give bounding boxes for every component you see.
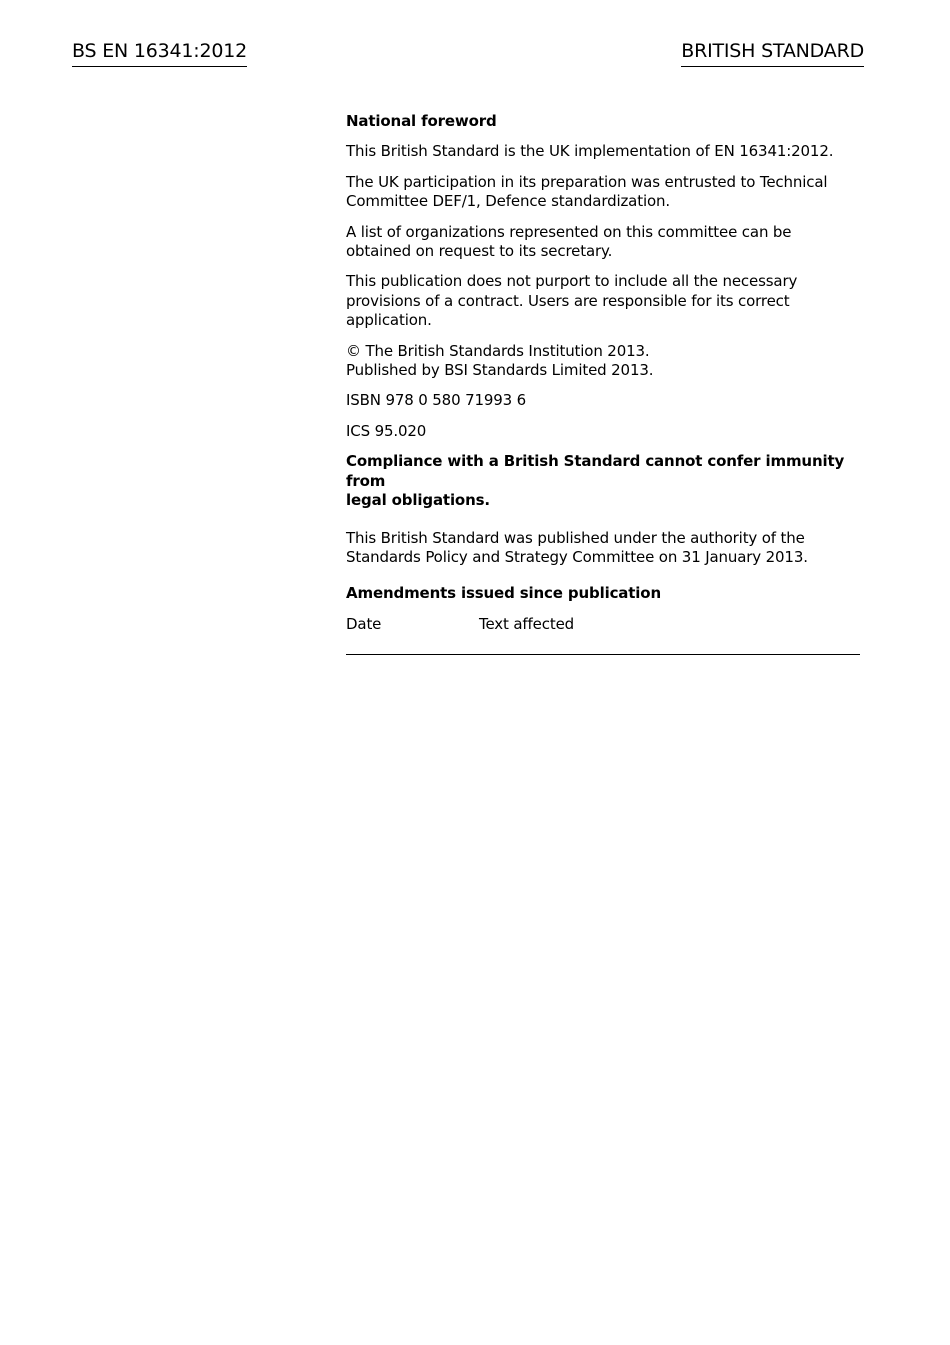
ics-text: ICS 95.020 — [346, 421, 427, 440]
organizations-line-2: obtained on request to its secretary. — [346, 242, 613, 261]
disclaimer-line-3: application. — [346, 311, 432, 330]
document-type-label: BRITISH STANDARD — [681, 38, 864, 67]
amendments-text-header: Text affected — [479, 614, 575, 633]
organizations-line-1: A list of organizations represented on this committee can be — [346, 222, 792, 241]
amendments-title: Amendments issued since publication — [346, 584, 661, 603]
participation-line-1: The UK participation in its preparation was entrusted to Technical — [346, 172, 828, 191]
authority-line-1: This British Standard was published under the authority of the — [346, 528, 805, 547]
amendments-table — [346, 615, 860, 655]
implementation-paragraph: This British Standard is the UK implementation of EN 16341:2012. — [346, 142, 834, 161]
participation-line-2: Committee DEF/1, Defence standardization. — [346, 192, 670, 211]
copyright-line-2: Published by BSI Standards Limited 2013. — [346, 361, 654, 380]
copyright-paragraph — [346, 342, 861, 381]
authority-line-2: Standards Policy and Strategy Committee on 31 January 2013. — [346, 547, 808, 566]
document-code: BS EN 16341:2012 — [72, 38, 247, 67]
compliance-line-2: legal obligations. — [346, 491, 490, 510]
copyright-line-1: © The British Standards Institution 2013. — [346, 341, 650, 360]
organizations-paragraph — [346, 223, 861, 262]
compliance-notice — [346, 452, 861, 510]
section-title: National foreword — [346, 112, 497, 130]
disclaimer-line-2: provisions of a contract. Users are responsible for its correct — [346, 291, 790, 310]
authority-paragraph — [346, 529, 861, 568]
compliance-line-1: Compliance with a British Standard cannot confer immunity from — [346, 452, 845, 490]
amendments-date-header: Date — [346, 614, 382, 633]
disclaimer-paragraph — [346, 272, 861, 330]
disclaimer-line-1: This publication does not purport to include all the necessary — [346, 272, 798, 291]
participation-paragraph — [346, 173, 861, 212]
national-foreword-section — [346, 112, 861, 655]
isbn-text: ISBN 978 0 580 71993 6 — [346, 391, 527, 410]
